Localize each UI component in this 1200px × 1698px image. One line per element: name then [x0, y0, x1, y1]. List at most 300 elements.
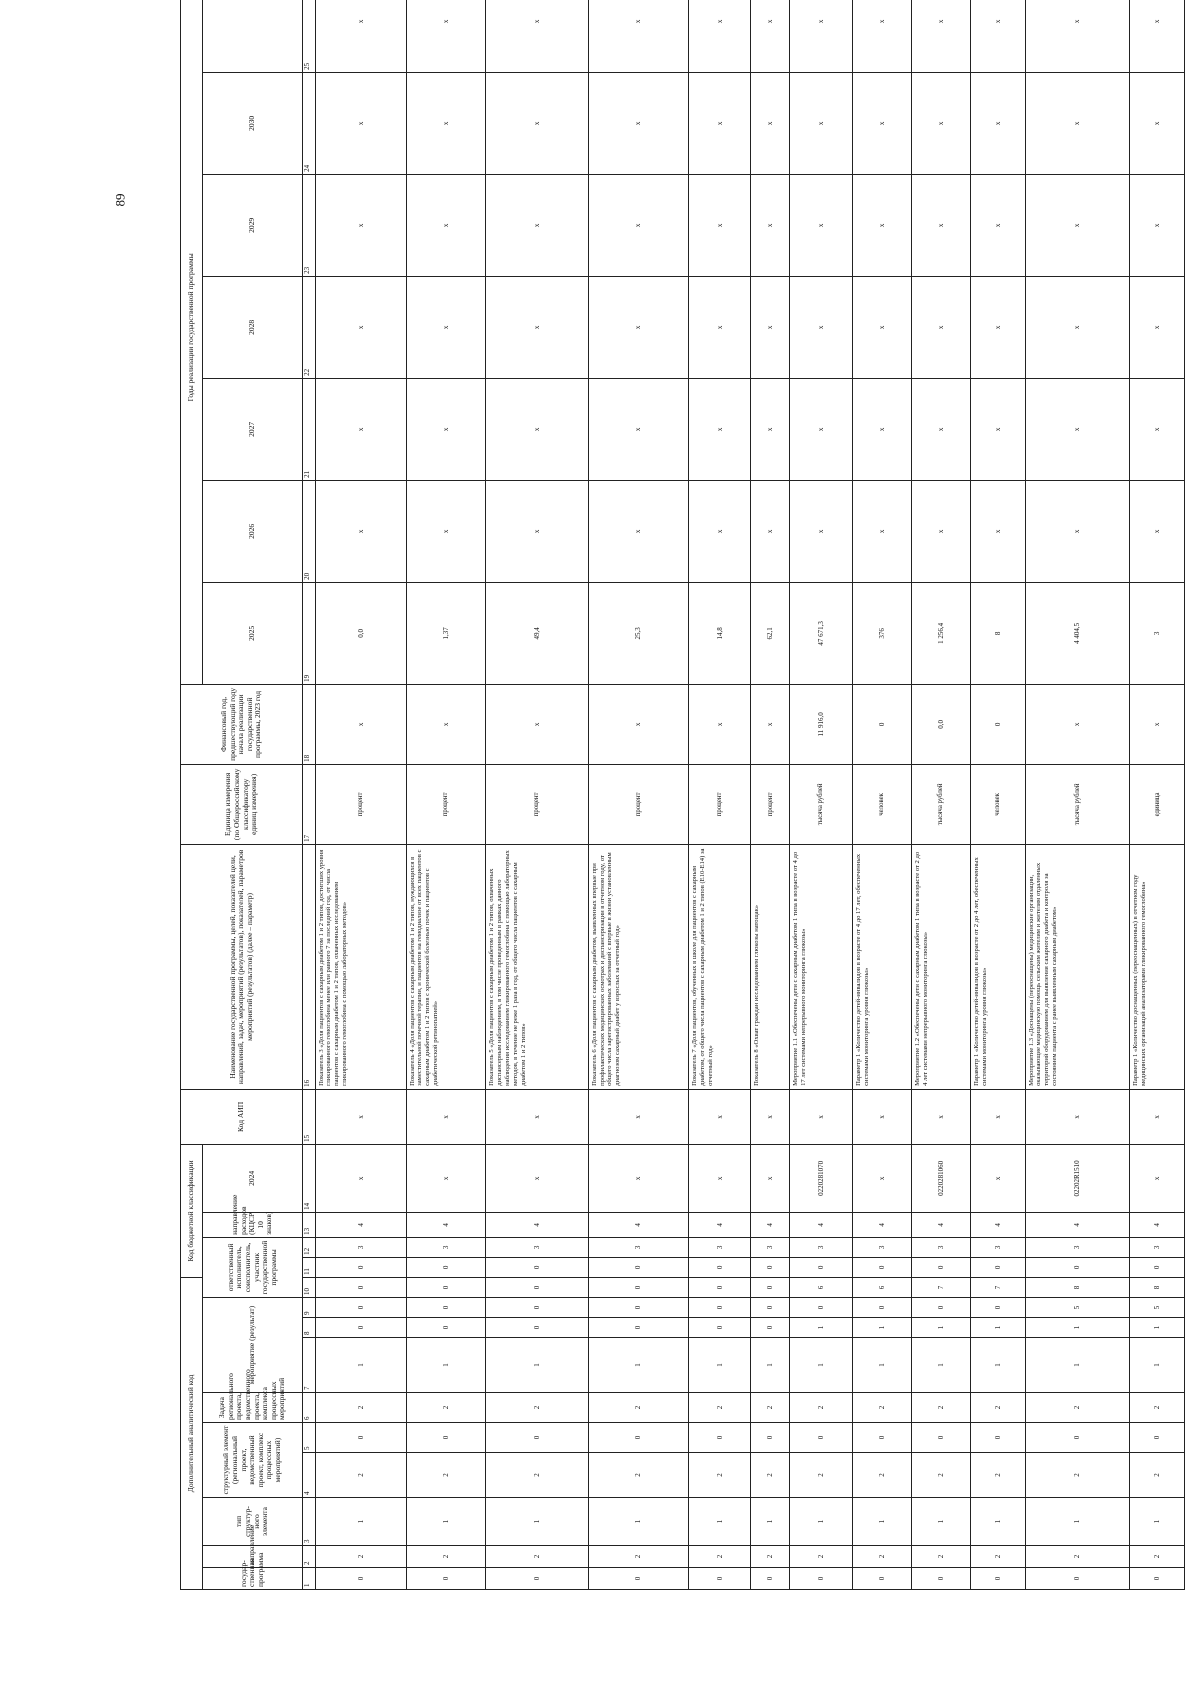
year-value-cell: х: [406, 72, 486, 174]
year-value-cell: х: [852, 174, 911, 276]
year-value-cell: 1 256,4: [911, 582, 970, 684]
year-value-cell: х: [1130, 174, 1185, 276]
year-value-cell: х: [1130, 378, 1185, 480]
code-cell: 2: [1130, 1453, 1185, 1498]
code-cell: 0: [751, 1277, 790, 1297]
column-number: 14: [303, 1144, 316, 1212]
code-cell: 1: [790, 1318, 853, 1338]
code-cell: 1: [315, 1338, 406, 1393]
code-cell: 3: [588, 1237, 688, 1257]
code-cell: 1: [852, 1318, 911, 1338]
fin-year-cell: 0: [970, 684, 1025, 764]
code-cell: 2: [588, 1453, 688, 1498]
code-cell: 3: [1130, 1237, 1185, 1257]
code-cell: 0: [852, 1298, 911, 1318]
name-cell: Параметр 1 «Количество доснащенных (переоснащенных) в отчетном году медицинских организаций анализаторами гликированного гемоглобина»: [1130, 844, 1185, 1089]
code-cell: 2: [588, 1546, 688, 1568]
code-cell: 1: [1130, 1338, 1185, 1393]
year-value-cell: х: [911, 276, 970, 378]
year-value-cell: х: [486, 276, 588, 378]
code-cell: 1: [315, 1498, 406, 1546]
code-cell: 1: [970, 1318, 1025, 1338]
code-cell: 1: [1130, 1498, 1185, 1546]
code-cell: 4: [790, 1212, 853, 1237]
year-value-cell: х: [852, 276, 911, 378]
column-number: 19: [303, 582, 316, 684]
year-value-cell: х: [406, 480, 486, 582]
unit-cell: человек: [852, 764, 911, 844]
code-cell: 0: [688, 1277, 751, 1297]
code-cell: 3: [911, 1237, 970, 1257]
code-cell: 0: [1130, 1423, 1185, 1453]
code-cell: 0: [486, 1298, 588, 1318]
code-cell: 0: [406, 1257, 486, 1277]
column-number: 10: [303, 1277, 316, 1297]
code-cell: 0: [1025, 1257, 1130, 1277]
code-cell: 2: [1130, 1393, 1185, 1423]
code-cell: 2: [315, 1393, 406, 1423]
unit-cell: тысяча рублей: [911, 764, 970, 844]
name-cell: Показатель 8 «Охват граждан исследованием глюкозы натощак»: [751, 844, 790, 1089]
unit-cell: процент: [315, 764, 406, 844]
code-cell: 0: [406, 1277, 486, 1297]
code-cell: 0: [1130, 1257, 1185, 1277]
code-cell: 2: [1025, 1453, 1130, 1498]
column-number: 9: [303, 1298, 316, 1318]
code-cell: 0: [970, 1257, 1025, 1277]
year-value-cell: х: [588, 0, 688, 72]
name-cell: Показатель 4 «Доля пациентов с сахарным диабетом 1 и 2 типов, нуждающихся в заместительной почечной терапии, и пациентов на гемодиализе от всех пациентов с сахарным диабетом 1 и 2 типов с хронической болезнью почек и пациентов с диабетической ретинопатией»: [406, 844, 486, 1089]
unit-cell: единица: [1130, 764, 1185, 844]
year-value-cell: х: [486, 0, 588, 72]
year-value-cell: 62,1: [751, 582, 790, 684]
name-cell: Показатель 6 «Доля пациентов с сахарным диабетом, выявленных впервые при профилактических медицинских осмотрах и диспансеризации в отчетном году, от общего числа зарегистрированных заболеваний с впервые в жизни установленным диагнозом сахарный диабет у взрослых за отчетный год»: [588, 844, 688, 1089]
code-cell: х: [486, 1144, 588, 1212]
year-value-cell: х: [751, 174, 790, 276]
code-cell: х: [688, 1144, 751, 1212]
code-cell: 2: [911, 1453, 970, 1498]
code-cell: 2: [406, 1453, 486, 1498]
code-cell: 4: [688, 1212, 751, 1237]
code-cell: 1: [688, 1498, 751, 1546]
table-row: [315, 0, 406, 1590]
header-analytic-group: Дополнительный аналитический код: [181, 1277, 203, 1589]
year-value-cell: х: [688, 276, 751, 378]
year-value-cell: х: [852, 72, 911, 174]
table-row: [406, 0, 486, 1590]
code-cell: 0: [751, 1423, 790, 1453]
code-cell: 3: [486, 1237, 588, 1257]
column-number: 21: [303, 378, 316, 480]
column-number: 25: [303, 0, 316, 72]
year-value-cell: 1,37: [406, 582, 486, 684]
code-cell: 2: [688, 1393, 751, 1423]
code-cell: 8: [1130, 1277, 1185, 1297]
column-number: 3: [303, 1498, 316, 1546]
fin-year-cell: х: [588, 684, 688, 764]
code-cell: 0: [406, 1298, 486, 1318]
year-value-cell: 47 671,3: [790, 582, 853, 684]
year-value-cell: х: [588, 276, 688, 378]
year-value-cell: 0,0: [315, 582, 406, 684]
column-number: 4: [303, 1453, 316, 1498]
code-cell: 2: [688, 1546, 751, 1568]
code-cell: 0: [688, 1257, 751, 1277]
code-cell: 0: [790, 1257, 853, 1277]
code-cell: 3: [751, 1237, 790, 1257]
year-value-cell: х: [486, 174, 588, 276]
year-value-cell: х: [970, 276, 1025, 378]
year-value-cell: х: [315, 174, 406, 276]
year-value-cell: х: [688, 480, 751, 582]
code-cell: х: [1130, 1144, 1185, 1212]
unit-cell: процент: [588, 764, 688, 844]
code-cell: 5: [1025, 1298, 1130, 1318]
column-number: 11: [303, 1257, 316, 1277]
code-cell: 0: [1130, 1568, 1185, 1590]
code-cell: х: [406, 1089, 486, 1144]
program-table: [180, 0, 1185, 1590]
column-number: 18: [303, 684, 316, 764]
code-cell: 0: [486, 1318, 588, 1338]
code-cell: 1: [486, 1338, 588, 1393]
code-cell: 1: [751, 1338, 790, 1393]
year-value-cell: х: [1025, 378, 1130, 480]
code-cell: 0: [406, 1568, 486, 1590]
year-value-cell: х: [970, 378, 1025, 480]
year-value-cell: х: [486, 480, 588, 582]
code-cell: 0: [751, 1298, 790, 1318]
fin-year-cell: 11 916,0: [790, 684, 853, 764]
unit-cell: процент: [688, 764, 751, 844]
year-value-cell: х: [790, 480, 853, 582]
code-cell: 1: [406, 1498, 486, 1546]
code-cell: 1: [852, 1338, 911, 1393]
code-cell: 2: [790, 1393, 853, 1423]
column-number: 24: [303, 72, 316, 174]
fin-year-cell: х: [1130, 684, 1185, 764]
code-cell: 0: [751, 1257, 790, 1277]
code-cell: 1: [588, 1498, 688, 1546]
fin-year-cell: 0: [852, 684, 911, 764]
column-number: 8: [303, 1318, 316, 1338]
year-value-cell: х: [911, 0, 970, 72]
code-cell: 1: [688, 1338, 751, 1393]
code-cell: 2: [688, 1453, 751, 1498]
column-number: 1: [303, 1568, 316, 1590]
code-cell: 5: [1130, 1298, 1185, 1318]
code-cell: 02202R1510: [1025, 1144, 1130, 1212]
year-value-cell: х: [688, 72, 751, 174]
code-cell: 2: [1130, 1546, 1185, 1568]
code-cell: 0: [751, 1568, 790, 1590]
code-cell: 0: [486, 1257, 588, 1277]
code-cell: 4: [1130, 1212, 1185, 1237]
fin-year-cell: х: [315, 684, 406, 764]
code-cell: 1: [790, 1498, 853, 1546]
code-cell: 2: [1025, 1546, 1130, 1568]
year-value-cell: х: [1130, 0, 1185, 72]
column-number: 17: [303, 764, 316, 844]
table-row: [852, 0, 911, 1590]
header-year: 2024: [203, 1144, 303, 1212]
name-cell: Мероприятие 1.3 «Доснащены (переоснащены) медицинские организации, оказывающие медицинскую помощь сельским жителям и жителям отдаленных территорий оборудованием для выявления сахарного диабета и контроля за состоянием пациента с ранее выявленным сахарным диабетом»: [1025, 844, 1130, 1089]
code-cell: х: [911, 1089, 970, 1144]
year-value-cell: х: [1025, 72, 1130, 174]
page-number: 89: [112, 193, 127, 207]
year-value-cell: х: [688, 378, 751, 480]
year-value-cell: х: [588, 174, 688, 276]
name-cell: Мероприятие 1.1 «Обеспечены дети с сахарным диабетом 1 типа в возрасте от 4 до 17 лет системами непрерывного мониторинга глюкозы»: [790, 844, 853, 1089]
code-cell: 2: [588, 1393, 688, 1423]
code-cell: 1: [486, 1498, 588, 1546]
code-cell: 4: [1025, 1212, 1130, 1237]
code-cell: 0: [1025, 1423, 1130, 1453]
column-number: 22: [303, 276, 316, 378]
code-cell: х: [970, 1144, 1025, 1212]
code-cell: 0: [486, 1423, 588, 1453]
code-cell: 2: [406, 1393, 486, 1423]
code-cell: 3: [315, 1237, 406, 1257]
code-cell: 4: [970, 1212, 1025, 1237]
year-value-cell: 49,4: [486, 582, 588, 684]
year-value-cell: х: [751, 378, 790, 480]
unit-cell: человек: [970, 764, 1025, 844]
code-cell: х: [751, 1144, 790, 1212]
year-value-cell: х: [751, 276, 790, 378]
code-cell: 0: [911, 1298, 970, 1318]
code-cell: 3: [970, 1237, 1025, 1257]
year-value-cell: х: [486, 72, 588, 174]
code-cell: 0: [751, 1318, 790, 1338]
code-cell: х: [970, 1089, 1025, 1144]
table-row: [1130, 0, 1185, 1590]
year-value-cell: 25,3: [588, 582, 688, 684]
column-number: 5: [303, 1423, 316, 1453]
code-cell: 0: [970, 1298, 1025, 1318]
code-cell: х: [315, 1089, 406, 1144]
code-cell: 2: [751, 1453, 790, 1498]
code-cell: 0: [486, 1568, 588, 1590]
code-cell: х: [315, 1144, 406, 1212]
header-struct-type: тип структур-ного элемента: [203, 1498, 303, 1546]
code-cell: 0: [688, 1568, 751, 1590]
header-year: 2030: [203, 72, 303, 174]
code-cell: х: [751, 1089, 790, 1144]
code-cell: 2: [911, 1546, 970, 1568]
code-cell: 0: [688, 1298, 751, 1318]
year-value-cell: х: [1025, 276, 1130, 378]
year-value-cell: х: [688, 0, 751, 72]
code-cell: 0: [588, 1257, 688, 1277]
name-cell: Показатель 3 «Доля пациентов с сахарным диабетом 1 и 2 типов, достигших уровня гликированного гемоглобина менее или равного 7 за последний год, от числа пациентов с сахарным диабетом 1 и 2 типов, охваченных исследованием гликированного гемоглобина с помощью лабораторных методов»: [315, 844, 406, 1089]
code-cell: 2: [852, 1393, 911, 1423]
code-cell: х: [688, 1089, 751, 1144]
code-cell: 2: [315, 1546, 406, 1568]
code-cell: 1: [852, 1498, 911, 1546]
header-expense: направление расходов (КЦСР 10 знаков): [203, 1212, 303, 1237]
header-task: Задача регионального проекта, ведомственного проекта, комплекса процессных мероприятий: [203, 1393, 303, 1423]
name-cell: Показатель 7 «Доля пациентов, обученных в школе для пациентов с сахарным диабетом, от общего числа пациентов с сахарным диабетом 1 и 2 типов (E10-E14) за отчетный год»: [688, 844, 751, 1089]
code-cell: 2: [852, 1546, 911, 1568]
code-cell: 1: [911, 1338, 970, 1393]
fin-year-cell: х: [688, 684, 751, 764]
code-cell: 3: [406, 1237, 486, 1257]
code-cell: 0: [486, 1277, 588, 1297]
code-cell: 6: [852, 1277, 911, 1297]
code-cell: 0: [315, 1257, 406, 1277]
year-value-cell: х: [751, 0, 790, 72]
code-cell: х: [406, 1144, 486, 1212]
header-direction: направление: [203, 1546, 303, 1568]
code-cell: 2: [315, 1453, 406, 1498]
code-cell: 2: [970, 1453, 1025, 1498]
code-cell: х: [1130, 1089, 1185, 1144]
code-cell: 1: [970, 1338, 1025, 1393]
year-value-cell: х: [790, 276, 853, 378]
name-cell: Параметр 1 «Количество детей-инвалидов в возрасте от 2 до 4 лет, обеспеченных системами мониторинга уровня глюкозы»: [970, 844, 1025, 1089]
code-cell: х: [852, 1144, 911, 1212]
code-cell: х: [486, 1089, 588, 1144]
document-table-wrapper: [180, 19, 1185, 1590]
code-cell: 2: [790, 1546, 853, 1568]
year-value-cell: х: [790, 0, 853, 72]
year-value-cell: х: [688, 174, 751, 276]
code-cell: 3: [790, 1237, 853, 1257]
column-number: 13: [303, 1212, 316, 1237]
code-cell: 2: [970, 1546, 1025, 1568]
year-value-cell: х: [588, 378, 688, 480]
unit-cell: тысяча рублей: [790, 764, 853, 844]
table-row: [486, 0, 588, 1590]
year-value-cell: х: [751, 72, 790, 174]
header-year: 2027: [203, 378, 303, 480]
code-cell: 6: [790, 1277, 853, 1297]
code-cell: 0: [911, 1257, 970, 1277]
year-value-cell: х: [790, 378, 853, 480]
code-cell: 0: [315, 1568, 406, 1590]
year-value-cell: х: [315, 72, 406, 174]
code-cell: 3: [852, 1237, 911, 1257]
header-fin-year: Финансовый год, предшествующий году начала реализации государственной программы, 2023 год: [181, 684, 303, 764]
year-value-cell: х: [751, 480, 790, 582]
code-cell: 2: [852, 1453, 911, 1498]
year-value-cell: х: [852, 378, 911, 480]
year-value-cell: 3: [1130, 582, 1185, 684]
code-cell: 0: [315, 1277, 406, 1297]
code-cell: 2: [406, 1546, 486, 1568]
code-cell: 0: [688, 1423, 751, 1453]
code-cell: 4: [911, 1212, 970, 1237]
year-value-cell: х: [1025, 480, 1130, 582]
table-row: [790, 0, 853, 1590]
year-value-cell: х: [406, 0, 486, 72]
code-cell: 1: [1130, 1318, 1185, 1338]
code-cell: 1: [588, 1338, 688, 1393]
code-cell: 1: [1025, 1338, 1130, 1393]
header-gosprogram: государ-ственная программа: [203, 1568, 303, 1590]
code-cell: 3: [688, 1237, 751, 1257]
header-executor: ответственный исполнитель, соисполнитель, участник государственной программы: [203, 1237, 303, 1297]
column-number: 2: [303, 1546, 316, 1568]
code-cell: 0: [911, 1423, 970, 1453]
code-cell: 7: [911, 1277, 970, 1297]
code-cell: 4: [406, 1212, 486, 1237]
code-cell: 4: [486, 1212, 588, 1237]
code-cell: 2: [486, 1393, 588, 1423]
name-cell: Параметр 1 «Количество детей-инвалидов в возрасте от 4 до 17 лет, обеспеченных системами мониторинга уровня глюкозы»: [852, 844, 911, 1089]
code-cell: 1: [1025, 1498, 1130, 1546]
unit-cell: процент: [406, 764, 486, 844]
code-cell: 0: [970, 1423, 1025, 1453]
code-cell: 2: [790, 1453, 853, 1498]
code-cell: 0: [790, 1298, 853, 1318]
year-value-cell: х: [970, 480, 1025, 582]
fin-year-cell: х: [486, 684, 588, 764]
column-number: 7: [303, 1338, 316, 1393]
code-cell: 0: [315, 1423, 406, 1453]
year-value-cell: х: [1025, 174, 1130, 276]
code-cell: 0: [315, 1318, 406, 1338]
name-cell: Мероприятие 1.2 «Обеспечены дети с сахарным диабетом 1 типа в возрасте от 2 до 4 лет системами непрерывного мониторинга глюкозы»: [911, 844, 970, 1089]
code-cell: 0: [688, 1318, 751, 1338]
column-number: 12: [303, 1237, 316, 1257]
code-cell: 0: [406, 1423, 486, 1453]
code-cell: 0220281070: [790, 1144, 853, 1212]
year-value-cell: х: [852, 0, 911, 72]
code-cell: 0: [790, 1568, 853, 1590]
year-value-cell: 14,8: [688, 582, 751, 684]
code-cell: 0: [790, 1423, 853, 1453]
year-value-cell: х: [970, 72, 1025, 174]
year-value-cell: х: [1130, 480, 1185, 582]
code-cell: 0: [970, 1568, 1025, 1590]
code-cell: 0: [588, 1568, 688, 1590]
fin-year-cell: 0,0: [911, 684, 970, 764]
header-year: 2026: [203, 480, 303, 582]
column-number: 23: [303, 174, 316, 276]
code-cell: х: [588, 1089, 688, 1144]
code-cell: 1: [790, 1338, 853, 1393]
header-aip: Код АИП: [181, 1089, 303, 1144]
code-cell: 0: [852, 1423, 911, 1453]
year-value-cell: х: [1130, 72, 1185, 174]
code-cell: х: [1025, 1089, 1130, 1144]
code-cell: 2: [486, 1546, 588, 1568]
header-budget-group: Код бюджетной классификации: [181, 1144, 203, 1277]
code-cell: 0: [852, 1257, 911, 1277]
table-row: [970, 0, 1025, 1590]
code-cell: 4: [852, 1212, 911, 1237]
year-value-cell: х: [406, 276, 486, 378]
unit-cell: тысяча рублей: [1025, 764, 1130, 844]
header-event: мероприятие (результат): [203, 1298, 303, 1393]
code-cell: 0: [406, 1318, 486, 1338]
year-value-cell: х: [315, 378, 406, 480]
code-cell: 4: [588, 1212, 688, 1237]
year-value-cell: х: [790, 72, 853, 174]
year-value-cell: х: [911, 174, 970, 276]
year-value-cell: х: [911, 378, 970, 480]
header-year: 2025: [203, 582, 303, 684]
code-cell: 0: [588, 1423, 688, 1453]
year-value-cell: х: [970, 0, 1025, 72]
header-name: Наименование государственной программы, целей, показателей цели, направлений, задач, мероприятий (результатов), показателей, параметров мероприятий (результатов) (далее – параметр): [181, 844, 303, 1089]
header-years-group: Годы реализации государственной программы: [181, 0, 203, 684]
year-value-cell: 8: [970, 582, 1025, 684]
fin-year-cell: х: [406, 684, 486, 764]
fin-year-cell: х: [1025, 684, 1130, 764]
